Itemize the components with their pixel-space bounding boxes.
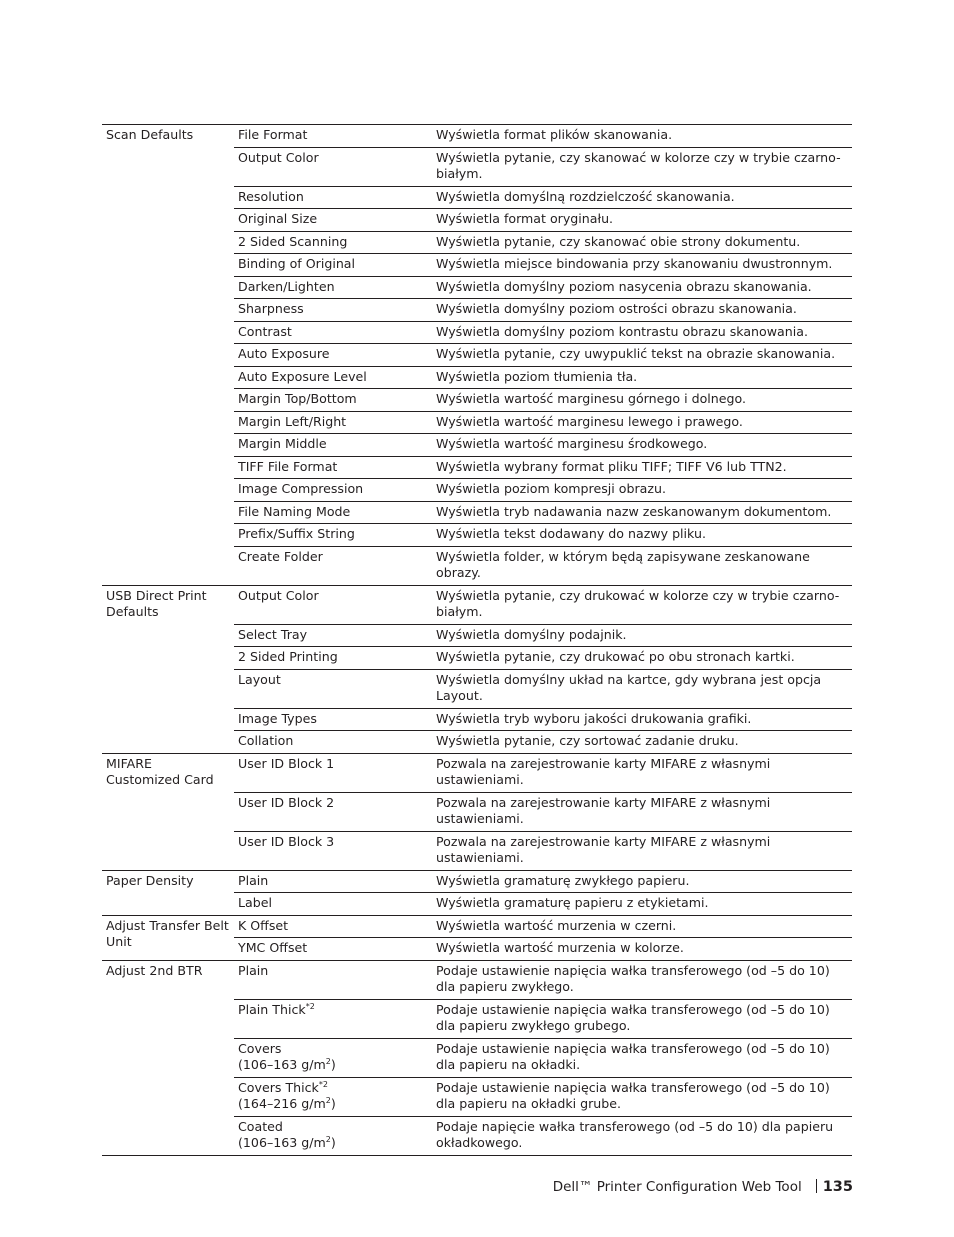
description-cell (432, 669, 852, 708)
group-name: Paper Density (106, 872, 194, 888)
item-description: Wyświetla wartość marginesu środkowego. (436, 436, 708, 451)
item-name: Darken/Lighten (238, 278, 335, 294)
description-end: . (478, 688, 483, 703)
item-name: Binding of Original (238, 256, 356, 271)
table-row (102, 915, 852, 938)
item-name-cell (234, 893, 432, 916)
item-name: Image Types (238, 710, 317, 726)
item-description: Wyświetla wartość marginesu górnego i dolnego. (436, 391, 746, 406)
group-name-cell (102, 125, 234, 586)
item-name-cell (234, 708, 432, 731)
item-description: Wyświetla domyślny podajnik. (436, 626, 627, 642)
page-footer (553, 1179, 853, 1195)
page-number: 135 (822, 1179, 853, 1195)
item-name-cell (234, 231, 432, 254)
item-name: K Offset (238, 917, 289, 933)
item-description: Wyświetla tryb nadawania nazw zeskanowanym dokumentom. (436, 503, 832, 519)
table-row (102, 125, 852, 148)
description-cell (432, 186, 852, 209)
item-name-cell (234, 456, 432, 479)
item-footnote-marker: *2 (318, 1079, 328, 1089)
item-name-cell (234, 669, 432, 708)
item-name-cell (234, 434, 432, 457)
item-name: Resolution (238, 188, 304, 204)
item-name: Auto Exposure Level (238, 368, 367, 384)
group-name: Scan Defaults (106, 127, 194, 142)
description-cell (432, 753, 852, 792)
item-description: Wyświetla domyślny poziom kontrastu obrazu skanowania. (436, 323, 808, 339)
item-name-cell (234, 960, 432, 999)
item-name: Plain (238, 872, 269, 888)
item-name: Margin Middle (238, 436, 327, 451)
description-cell (432, 831, 852, 870)
table-row (102, 753, 852, 792)
item-description: Pozwala na zarejestrowanie karty MIFARE z własnymi ustawieniami. (436, 794, 771, 826)
description-cell (432, 999, 852, 1038)
description-cell (432, 366, 852, 389)
item-name-cell (234, 731, 432, 754)
description-cell (432, 870, 852, 893)
item-name: Covers (238, 1040, 282, 1056)
item-weight-range-end: ) (330, 1096, 336, 1111)
item-description: Wyświetla wartość murzenia w czerni. (436, 917, 677, 933)
description-cell (432, 792, 852, 831)
superscript (306, 1001, 315, 1010)
description-cell (432, 209, 852, 232)
item-description: Wyświetla domyślną rozdzielczość skanowania. (436, 188, 735, 204)
item-name: Collation (238, 733, 294, 748)
item-name: 2 Sided Printing (238, 649, 338, 664)
item-description: Wyświetla domyślny układ na kartce, gdy wybrana jest opcja (436, 671, 822, 687)
item-description: Podaje ustawienie napięcia wałka transferowego (od –5 do 10) dla papieru zwykłego. (436, 962, 830, 994)
item-name-cell (234, 254, 432, 277)
settings-table (102, 124, 852, 1156)
description-cell (432, 389, 852, 412)
item-description: Pozwala na zarejestrowanie karty MIFARE z własnymi ustawieniami. (436, 833, 771, 865)
item-name-cell (234, 147, 432, 186)
description-cell (432, 125, 852, 148)
item-description: Wyświetla format oryginału. (436, 211, 614, 226)
item-name: Layout (238, 671, 281, 687)
description-cell (432, 411, 852, 434)
item-name-cell (234, 1116, 432, 1155)
item-weight-range-end: ) (330, 1135, 336, 1150)
item-name-cell (234, 276, 432, 299)
item-name-cell (234, 479, 432, 502)
item-name-cell (234, 125, 432, 148)
unit-exponent: 2 (325, 1095, 331, 1105)
option-name: Layout (436, 688, 479, 703)
item-description: Wyświetla miejsce bindowania przy skanowaniu dwustronnym. (436, 256, 833, 271)
item-name: Margin Top/Bottom (238, 391, 357, 406)
superscript (319, 1079, 328, 1088)
item-name-cell (234, 624, 432, 647)
description-cell (432, 624, 852, 647)
item-description: Wyświetla gramaturę papieru z etykietami. (436, 895, 709, 910)
item-name-cell (234, 938, 432, 961)
item-name-cell (234, 411, 432, 434)
item-name-cell (234, 209, 432, 232)
item-description: Wyświetla pytanie, czy skanować w kolorze czy w trybie czarno-białym. (436, 149, 841, 181)
item-description: Wyświetla pytanie, czy uwypuklić tekst na obrazie skanowania. (436, 346, 836, 361)
group-name-cell (102, 585, 234, 753)
description-cell (432, 434, 852, 457)
item-name-cell (234, 915, 432, 938)
group-name: Adjust Transfer Belt Unit (106, 917, 229, 949)
item-weight-range: (164–216 g/m (238, 1096, 326, 1111)
description-cell (432, 938, 852, 961)
item-description: Wyświetla tekst dodawany do nazwy pliku. (436, 526, 706, 541)
description-cell (432, 585, 852, 624)
item-description: Wyświetla wybrany format pliku TIFF; TIFF V6 lub TTN2. (436, 458, 787, 474)
description-cell (432, 501, 852, 524)
item-name: User ID Block 3 (238, 833, 335, 849)
item-description: Wyświetla domyślny poziom nasycenia obrazu skanowania. (436, 278, 812, 294)
item-name-cell (234, 299, 432, 322)
item-description: Wyświetla wartość murzenia w kolorze. (436, 940, 684, 955)
item-weight-range: (106–163 g/m (238, 1057, 326, 1072)
item-name: Create Folder (238, 548, 323, 564)
group-name-cell (102, 753, 234, 870)
item-name-cell (234, 344, 432, 367)
item-footnote-marker: *2 (305, 1001, 315, 1011)
item-description: Wyświetla poziom kompresji obrazu. (436, 481, 666, 496)
item-description: Wyświetla domyślny poziom ostrości obrazu skanowania. (436, 301, 797, 316)
item-name: Output Color (238, 149, 319, 165)
item-name: User ID Block 2 (238, 794, 335, 810)
item-description: Pozwala na zarejestrowanie karty MIFARE z własnymi ustawieniami. (436, 755, 771, 787)
item-description: Podaje ustawienie napięcia wałka transferowego (od –5 do 10) dla papieru na okładki grube. (436, 1079, 830, 1111)
item-name: Auto Exposure (238, 346, 330, 361)
group-name-cell (102, 870, 234, 915)
settings-table-body (102, 125, 852, 1156)
item-name-cell (234, 647, 432, 670)
item-description: Wyświetla tryb wyboru jakości drukowania grafiki. (436, 710, 752, 726)
item-name: File Naming Mode (238, 503, 351, 519)
description-cell (432, 479, 852, 502)
description-cell (432, 1077, 852, 1116)
item-name-cell (234, 753, 432, 792)
description-cell (432, 321, 852, 344)
item-name-cell (234, 870, 432, 893)
item-description: Wyświetla format plików skanowania. (436, 127, 673, 142)
item-name: Original Size (238, 211, 318, 226)
description-cell (432, 299, 852, 322)
item-description: Wyświetla pytanie, czy sortować zadanie druku. (436, 733, 739, 748)
group-name-cell (102, 915, 234, 960)
group-name: USB Direct Print Defaults (106, 587, 207, 619)
description-cell (432, 344, 852, 367)
table-row (102, 585, 852, 624)
item-name-cell (234, 524, 432, 547)
item-description: Podaje ustawienie napięcia wałka transferowego (od –5 do 10) dla papieru na okładki. (436, 1040, 830, 1072)
description-cell (432, 456, 852, 479)
item-name-cell (234, 792, 432, 831)
item-description: Wyświetla folder, w którym będą zapisywane zeskanowane obrazy. (436, 548, 810, 580)
item-name-cell (234, 501, 432, 524)
description-cell (432, 524, 852, 547)
item-description: Wyświetla gramaturę zwykłego papieru. (436, 872, 690, 888)
unit-exponent: 2 (325, 1134, 331, 1144)
item-name-cell (234, 366, 432, 389)
table-row (102, 870, 852, 893)
item-weight-range: (106–163 g/m (238, 1135, 326, 1150)
item-name: 2 Sided Scanning (238, 233, 348, 249)
item-description: Podaje ustawienie napięcia wałka transferowego (od –5 do 10) dla papieru zwykłego grubego. (436, 1001, 830, 1033)
item-description: Wyświetla pytanie, czy drukować w kolorze czy w trybie czarno-białym. (436, 587, 840, 619)
table-row (102, 960, 852, 999)
item-name-cell (234, 389, 432, 412)
group-name: MIFARE Customized Card (106, 755, 214, 787)
footer-separator (816, 1179, 817, 1193)
item-name-cell (234, 831, 432, 870)
item-name: TIFF File Format (238, 458, 338, 474)
description-cell (432, 147, 852, 186)
item-name-cell (234, 321, 432, 344)
description-cell (432, 708, 852, 731)
item-name: Margin Left/Right (238, 413, 347, 429)
description-cell (432, 546, 852, 585)
item-name-cell (234, 1077, 432, 1116)
item-name-cell (234, 1038, 432, 1077)
description-cell (432, 254, 852, 277)
description-cell (432, 1116, 852, 1155)
item-description: Wyświetla wartość marginesu lewego i prawego. (436, 413, 743, 429)
description-cell (432, 276, 852, 299)
description-cell (432, 647, 852, 670)
description-cell (432, 731, 852, 754)
item-description: Wyświetla pytanie, czy skanować obie strony dokumentu. (436, 233, 801, 249)
description-cell (432, 1038, 852, 1077)
item-name: Prefix/Suffix String (238, 526, 355, 541)
description-cell (432, 915, 852, 938)
description-cell (432, 960, 852, 999)
item-name: File Format (238, 127, 308, 142)
item-name: Coated (238, 1118, 283, 1134)
item-name-cell (234, 186, 432, 209)
item-name: Output Color (238, 587, 319, 603)
item-description: Wyświetla pytanie, czy drukować po obu stronach kartki. (436, 649, 795, 664)
item-name-cell (234, 999, 432, 1038)
description-cell (432, 893, 852, 916)
item-name: Sharpness (238, 301, 304, 316)
group-name: Adjust 2nd BTR (106, 962, 203, 978)
item-weight-range-end: ) (330, 1057, 336, 1072)
footer-title: Dell™ Printer Configuration Web Tool (552, 1179, 802, 1195)
item-name: Label (238, 895, 272, 910)
group-name-cell (102, 960, 234, 1155)
item-name: Plain Thick (238, 1001, 306, 1017)
item-name-cell (234, 546, 432, 585)
item-description: Podaje napięcie wałka transferowego (od –5 do 10) dla papieru okładkowego. (436, 1118, 834, 1150)
item-name: Image Compression (238, 481, 364, 496)
item-name: Covers Thick (238, 1079, 319, 1095)
description-cell (432, 231, 852, 254)
item-name: Plain (238, 962, 269, 978)
item-name: Contrast (238, 323, 292, 339)
item-name: YMC Offset (238, 940, 308, 955)
item-name-cell (234, 585, 432, 624)
item-description: Wyświetla poziom tłumienia tła. (436, 368, 638, 384)
item-name: User ID Block 1 (238, 755, 335, 771)
item-name: Select Tray (238, 626, 308, 642)
unit-exponent: 2 (325, 1056, 331, 1066)
